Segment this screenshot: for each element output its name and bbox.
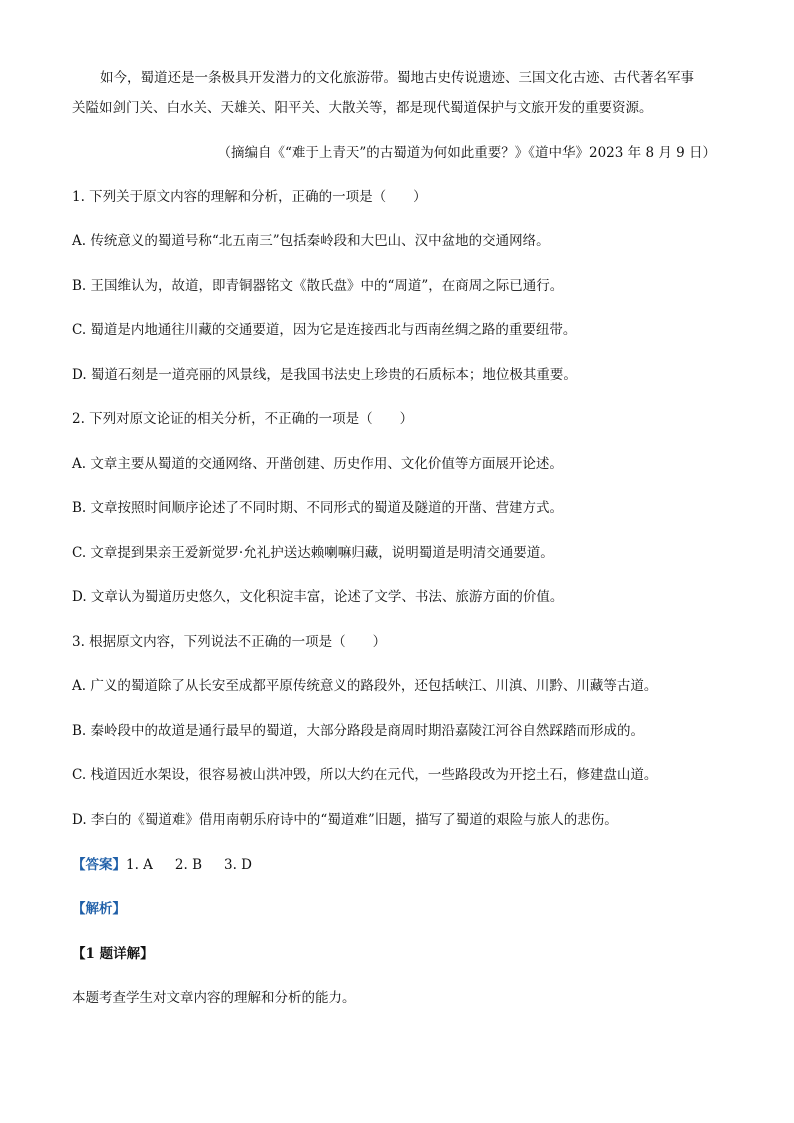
analysis-subheading [72, 944, 722, 964]
question-3-option-a: A. 广义的蜀道除了从长安至成都平原传统意义的路段外，还包括峡江、川滇、川黔、川藏等古道。 [72, 678, 658, 694]
answer-item-3: 3. D [224, 857, 253, 873]
question-2-option-d: D. 文章认为蜀道历史悠久，文化积淀丰富，论述了文学、书法、旅游方面的价值。 [72, 589, 564, 605]
intro-line-1: 如今，蜀道还是一条极具开发潜力的文化旅游带。蜀地古史传说遗迹、三国文化古迹、古代著名军事 [100, 70, 694, 86]
analysis-sub-tag: 【1 题详解】 [72, 946, 154, 962]
question-3-option-b: B. 秦岭段中的故道是通行最早的蜀道，大部分路段是商周时期沿嘉陵江河谷自然踩踏而形成的。 [72, 723, 645, 739]
question-1-option-c: C. 蜀道是内地通往川藏的交通要道，因为它是连接西北与西南丝绸之路的重要纽带。 [72, 322, 577, 338]
analysis-text: 本题考查学生对文章内容的理解和分析的能力。 [72, 990, 356, 1006]
question-2-option-c: C. 文章提到果亲王爱新觉罗·允礼护送达赖喇嘛归藏，说明蜀道是明清交通要道。 [72, 545, 554, 561]
answer-tag: 【答案】 [72, 857, 126, 873]
source-citation: （摘编自《“难于上青天”的古蜀道为何如此重要？》《道中华》2023 年 8 月 9 日） [217, 145, 716, 161]
question-1-option-a: A. 传统意义的蜀道号称“北五南三”包括秦岭段和大巴山、汉中盆地的交通网络。 [72, 233, 550, 249]
answer-line [72, 855, 722, 875]
question-3-option-d: D. 李白的《蜀道难》借用南朝乐府诗中的“蜀道难”旧题，描写了蜀道的艰险与旅人的悲伤。 [72, 812, 618, 828]
intro-line-2: 关隘如剑门关、白水关、天雄关、阳平关、大散关等，都是现代蜀道保护与文旅开发的重要资源。 [72, 100, 653, 116]
analysis-heading [72, 899, 722, 919]
question-2-option-a: A. 文章主要从蜀道的交通网络、开凿创建、历史作用、文化价值等方面展开论述。 [72, 456, 563, 472]
question-2-stem: 2. 下列对原文论证的相关分析，不正确的一项是（ ） [72, 411, 414, 427]
question-2-option-b: B. 文章按照时间顺序论述了不同时期、不同形式的蜀道及隧道的开凿、营建方式。 [72, 500, 564, 516]
answer-item-2: 2. B [174, 857, 203, 873]
question-3-stem: 3. 根据原文内容，下列说法不正确的一项是（ ） [72, 634, 387, 650]
question-1-option-b: B. 王国维认为，故道，即青铜器铭文《散氏盘》中的“周道”，在商周之际已通行。 [72, 278, 564, 294]
answer-item-1: 1. A [126, 857, 153, 873]
question-3-option-c: C. 栈道因近水架设，很容易被山洪冲毁，所以大约在元代，一些路段改为开挖土石，修建盘山道。 [72, 767, 658, 783]
question-1-option-d: D. 蜀道石刻是一道亮丽的风景线，是我国书法史上珍贵的石质标本；地位极其重要。 [72, 367, 577, 383]
analysis-tag: 【解析】 [72, 901, 126, 917]
question-1-stem: 1. 下列关于原文内容的理解和分析，正确的一项是（ ） [72, 189, 427, 205]
